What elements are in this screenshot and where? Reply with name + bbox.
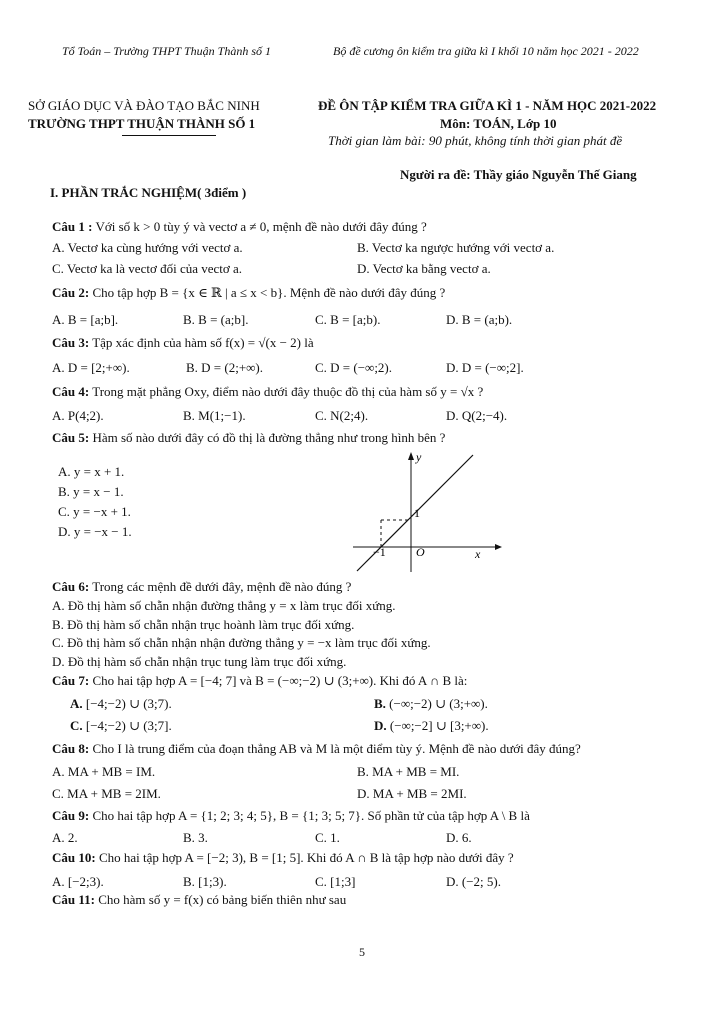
exam-title: ĐỀ ÔN TẬP KIỂM TRA GIỮA KÌ 1 - NĂM HỌC 2021-2022 (318, 98, 657, 113)
q10-option-a[interactable]: A. [−2;3). (52, 874, 104, 889)
x-axis-label: x (475, 547, 481, 561)
question-label: Câu 5: (52, 430, 90, 445)
q6-option-c[interactable]: C. Đồ thị hàm số chẵn nhận nhận đường thẳng y = −x làm trục đối xứng. (52, 635, 431, 650)
question-label: Câu 10: (52, 850, 96, 865)
y-axis-label: y (416, 450, 422, 464)
question-text: Tập xác định của hàm số f(x) = √(x − 2) là (92, 335, 314, 350)
exam-subject: Môn: TOÁN, Lớp 10 (440, 116, 557, 131)
q7-option-b[interactable] (374, 696, 488, 712)
question-3 (52, 335, 314, 351)
q5-option-d[interactable]: D. y = −x − 1. (58, 524, 132, 539)
q7-option-a[interactable] (70, 696, 172, 712)
q4-option-d[interactable]: D. Q(2;−4). (446, 408, 508, 423)
q3-option-a[interactable]: A. D = [2;+∞). (52, 360, 130, 375)
q1-option-a[interactable]: A. Vectơ ka cùng hướng với vectơ a. (52, 240, 243, 255)
option-text: [−4;−2) ∪ (3;7]. (85, 718, 172, 733)
option-key: D. (374, 718, 387, 733)
exam-time: Thời gian làm bài: 90 phút, không tính thời gian phát đề (328, 133, 623, 148)
q1-option-d[interactable]: D. Vectơ ka bằng vectơ a. (357, 261, 491, 276)
q8-option-a[interactable]: A. MA + MB = IM. (52, 764, 156, 779)
q9-option-a[interactable]: A. 2. (52, 830, 78, 845)
q6-option-b[interactable]: B. Đồ thị hàm số chẵn nhận trục hoành làm trục đối xứng. (52, 617, 355, 632)
q2-option-a[interactable]: A. B = [a;b]. (52, 312, 119, 327)
school-dept: SỞ GIÁO DỤC VÀ ĐÀO TẠO BẮC NINH (28, 98, 260, 113)
question-8 (52, 741, 581, 757)
q4-option-b[interactable]: B. M(1;−1). (183, 408, 246, 423)
question-text: Cho I là trung điểm của đoạn thẳng AB và M là một điểm tùy ý. Mệnh đề nào dưới đây đúng? (92, 741, 581, 756)
q3-option-c[interactable]: C. D = (−∞;2). (315, 360, 393, 375)
q5-option-b[interactable]: B. y = x − 1. (58, 484, 124, 499)
question-text: Cho tập hợp B = {x ∈ ℝ | a ≤ x < b}. Mệnh đề nào dưới đây đúng ? (92, 285, 446, 300)
question-label: Câu 1 : (52, 219, 93, 234)
question-text: Cho hàm số y = f(x) có bảng biến thiên như sau (98, 892, 347, 907)
question-7 (52, 673, 467, 689)
q3-option-d[interactable]: D. D = (−∞;2]. (446, 360, 524, 375)
question-label: Câu 11: (52, 892, 95, 907)
question-text: Cho hai tập hợp A = [−4; 7] và B = (−∞;−2) ∪ (3;+∞). Khi đó A ∩ B là: (92, 673, 468, 688)
question-label: Câu 8: (52, 741, 90, 756)
q8-option-d[interactable]: D. MA + MB = 2MI. (357, 786, 467, 801)
question-label: Câu 9: (52, 808, 90, 823)
section-title: I. PHẦN TRẮC NGHIỆM( 3điểm ) (50, 185, 247, 200)
question-label: Câu 3: (52, 335, 90, 350)
q2-option-d[interactable]: D. B = (a;b). (446, 312, 513, 327)
y-axis-arrow (408, 452, 414, 460)
option-key: B. (374, 696, 386, 711)
q5-graph (345, 448, 505, 576)
page-number: 5 (359, 945, 365, 959)
q5-option-c[interactable]: C. y = −x + 1. (58, 504, 131, 519)
q4-option-c[interactable]: C. N(2;4). (315, 408, 369, 423)
school-underline (122, 135, 216, 136)
q9-option-d[interactable]: D. 6. (446, 830, 472, 845)
question-10 (52, 850, 514, 866)
option-text: [−4;−2) ∪ (3;7). (85, 696, 172, 711)
q7-option-d[interactable] (374, 718, 489, 734)
q9-option-c[interactable]: C. 1. (315, 830, 340, 845)
school-name: TRƯỜNG THPT THUẬN THÀNH SỐ 1 (28, 116, 256, 131)
option-key: A. (70, 696, 83, 711)
origin-label: O (416, 545, 425, 559)
q3-option-b[interactable]: B. D = (2;+∞). (186, 360, 264, 375)
question-label: Câu 6: (52, 579, 90, 594)
question-9 (52, 808, 530, 824)
q4-option-a[interactable]: A. P(4;2). (52, 408, 104, 423)
option-text: (−∞;−2) ∪ (3;+∞). (389, 696, 488, 711)
q10-option-b[interactable]: B. [1;3). (183, 874, 227, 889)
q1-option-b[interactable]: B. Vectơ ka ngược hướng với vectơ a. (357, 240, 555, 255)
option-text: (−∞;−2] ∪ [3;+∞). (389, 718, 489, 733)
q8-option-c[interactable]: C. MA + MB = 2IM. (52, 786, 161, 801)
running-header-right: Bộ đề cương ôn kiểm tra giữa kì I khối 10 năm học 2021 - 2022 (333, 44, 639, 58)
q8-option-b[interactable]: B. MA + MB = MI. (357, 764, 460, 779)
exam-author: Người ra đề: Thầy giáo Nguyễn Thế Giang (400, 167, 637, 182)
question-label: Câu 7: (52, 673, 90, 688)
question-11 (52, 892, 346, 908)
question-text: Trong các mệnh đề dưới đây, mệnh đề nào đúng ? (92, 579, 352, 594)
question-label: Câu 4: (52, 384, 90, 399)
x-tick-label: −1 (373, 545, 386, 559)
q6-option-a[interactable]: A. Đồ thị hàm số chẵn nhận đường thẳng y = x làm trục đối xứng. (52, 598, 396, 613)
y-tick-label: 1 (414, 506, 420, 520)
q1-option-c[interactable]: C. Vectơ ka là vectơ đối của vectơ a. (52, 261, 243, 276)
question-6 (52, 579, 351, 595)
question-1 (52, 219, 427, 235)
question-text: Hàm số nào dưới đây có đồ thị là đường thẳng như trong hình bên ? (92, 430, 446, 445)
q10-option-d[interactable]: D. (−2; 5). (446, 874, 501, 889)
question-label: Câu 2: (52, 285, 90, 300)
running-header-left: Tổ Toán – Trường THPT Thuận Thành số 1 (62, 44, 272, 58)
question-text: Với số k > 0 tùy ý và vectơ a ≠ 0, mệnh đề nào dưới đây đúng ? (95, 219, 427, 234)
q2-option-b[interactable]: B. B = (a;b]. (183, 312, 249, 327)
x-axis-arrow (495, 544, 502, 550)
question-5 (52, 430, 445, 446)
q2-option-c[interactable]: C. B = [a;b). (315, 312, 381, 327)
q6-option-d[interactable]: D. Đồ thị hàm số chẵn nhận trục tung làm trục đối xứng. (52, 654, 347, 669)
q5-option-a[interactable]: A. y = x + 1. (58, 464, 125, 479)
question-text: Cho hai tập hợp A = [−2; 3), B = [1; 5]. Khi đó A ∩ B là tập hợp nào dưới đây ? (98, 850, 514, 865)
question-2 (52, 285, 445, 301)
q7-option-c[interactable] (70, 718, 172, 734)
q10-option-c[interactable]: C. [1;3] (315, 874, 356, 889)
question-text: Cho hai tập hợp A = {1; 2; 3; 4; 5}, B = {1; 3; 5; 7}. Số phần tử của tập hợp A \ B là (92, 808, 530, 823)
question-text: Trong mặt phẳng Oxy, điểm nào dưới đây thuộc đồ thị của hàm số y = √x ? (92, 384, 484, 399)
question-4 (52, 384, 483, 400)
q9-option-b[interactable]: B. 3. (183, 830, 208, 845)
option-key: C. (70, 718, 83, 733)
